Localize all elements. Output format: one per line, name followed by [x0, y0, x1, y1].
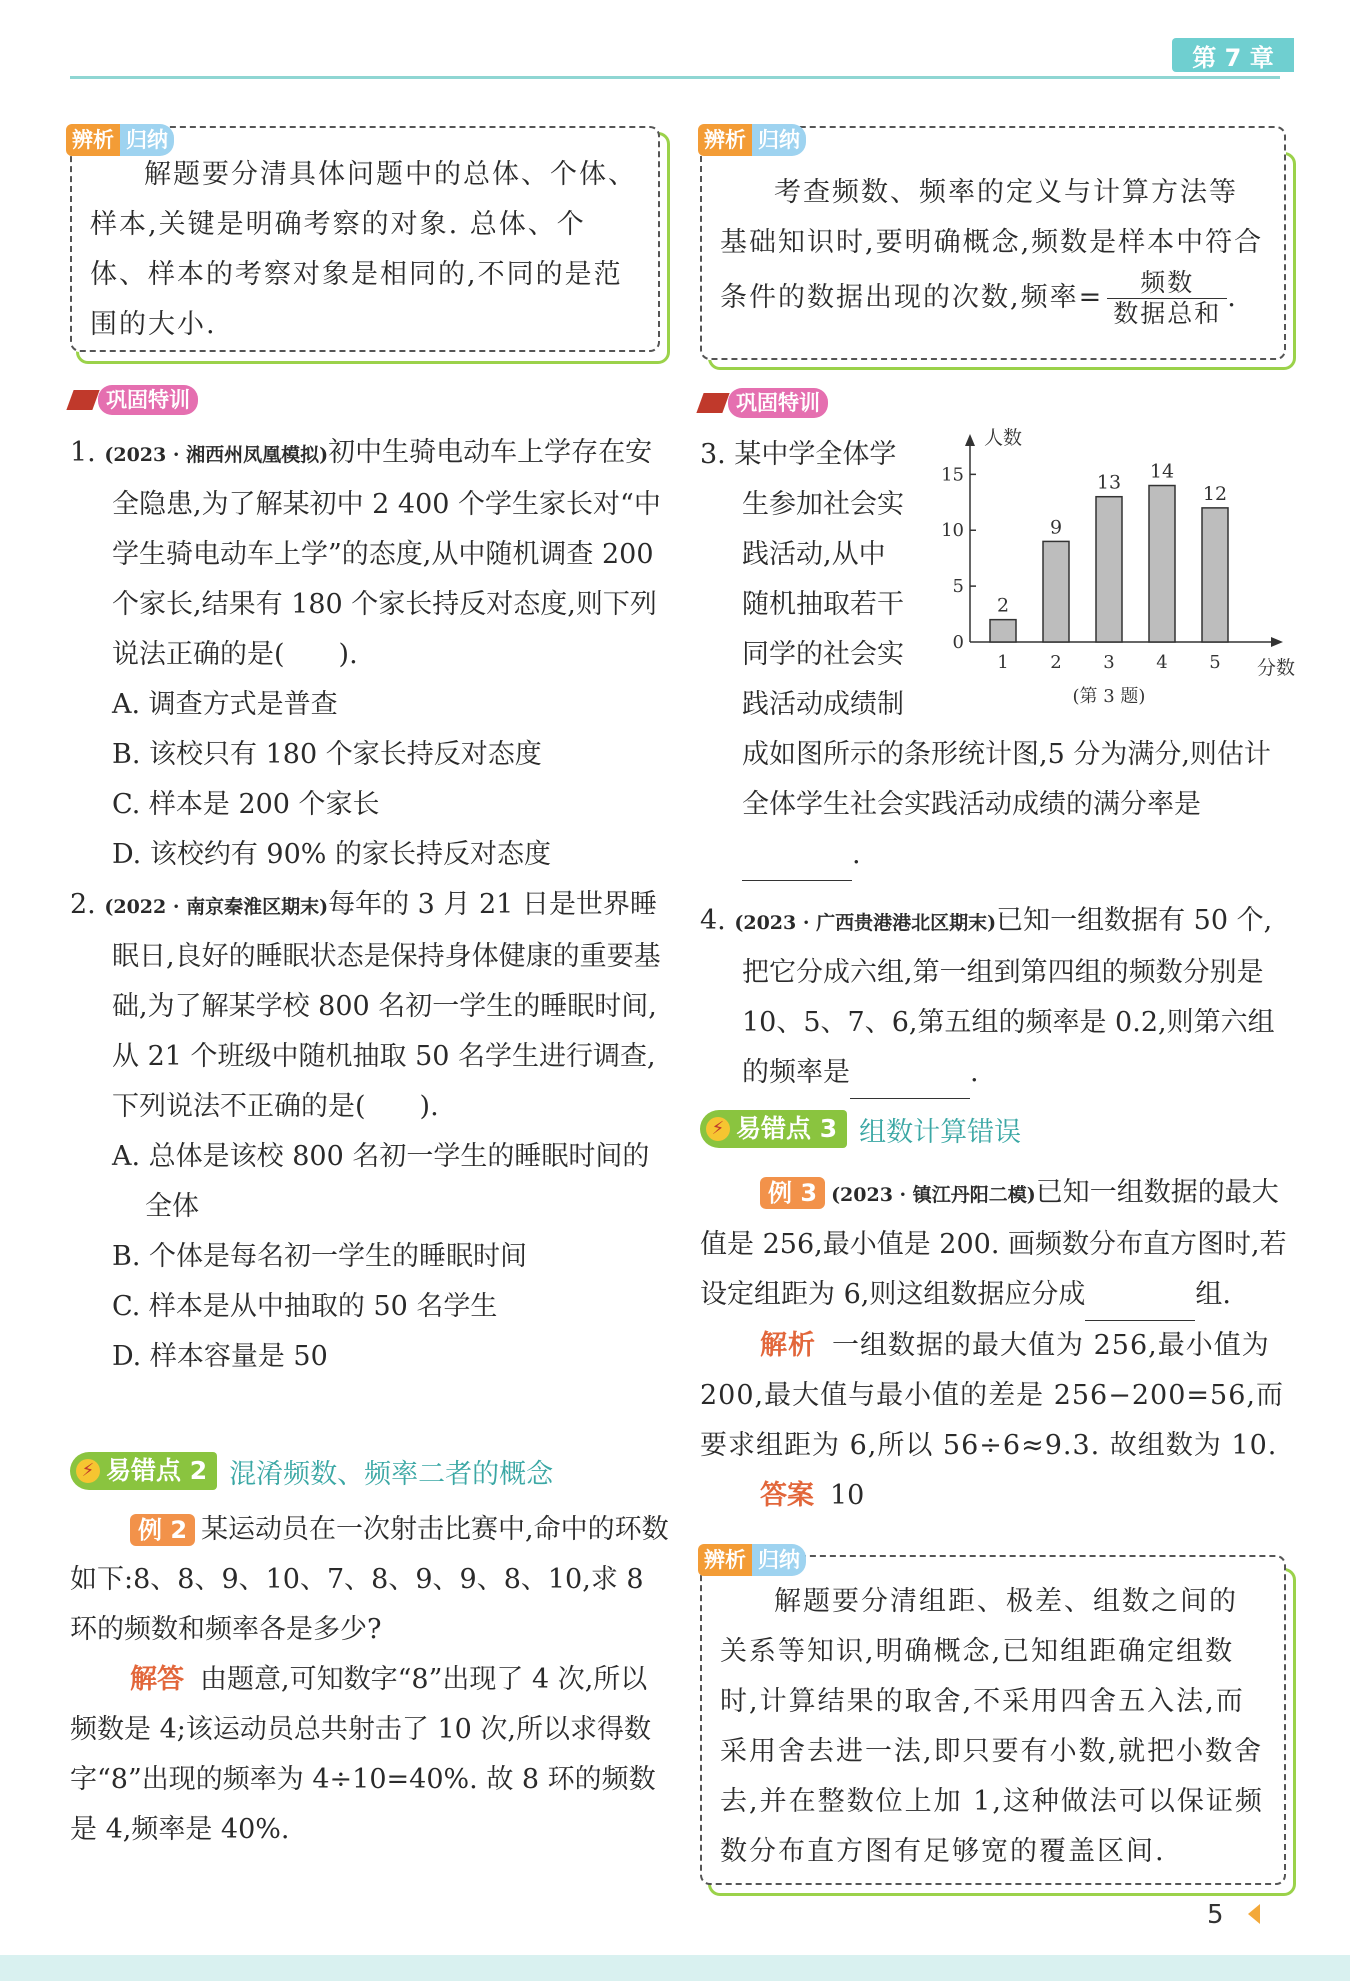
pitfall-2-title: 混淆频数、频率二者的概念: [229, 1458, 554, 1490]
example-3-label: 例 3: [760, 1177, 825, 1209]
fraction-numerator: 频数: [1107, 268, 1227, 299]
question-1-number: 1.: [70, 437, 96, 468]
question-3-line-5: 同学的社会实: [742, 639, 904, 670]
badge-guina-right-1: 归纳: [752, 124, 806, 156]
question-4: [700, 896, 1292, 1099]
example-3-stem-tail: 组.: [1195, 1279, 1231, 1310]
example-2-answer: [70, 1655, 670, 1855]
example-2-text: 某运动员在一次射击比赛中,命中的环数如下:8、8、9、10、7、8、9、9、8、10,求 8 环的频数和频率各是多少?: [70, 1514, 669, 1645]
practice-label: [70, 385, 198, 415]
example-2-answer-text: 由题意,可知数字“8”出现了 4 次,所以频数是 4;该运动员总共射击了 10 次,所以求得数字“8”出现的频率为 4÷10=40%. 故 8 环的频数是 4,频率是 40%.: [70, 1664, 656, 1845]
analysis-box-right-1-text: [702, 128, 1284, 335]
badge-bianxi-right-1: 辨析: [698, 124, 752, 156]
example-3-stem: [700, 1168, 1292, 1321]
example-3-answer: [700, 1471, 1292, 1521]
example-3: [700, 1168, 1292, 1521]
bar-value-label: 2: [996, 594, 1010, 617]
bar-value-label: 13: [1096, 471, 1122, 494]
question-2-option-c: C. 样本是从中抽取的 50 名学生: [112, 1291, 498, 1322]
y-axis-arrow: [965, 434, 975, 446]
question-3-wrap: [700, 430, 940, 730]
analysis-box-text: 解题要分清具体问题中的总体、个体、样本,关键是明确考察的对象. 总体、个体、样本的考察对象是相同的,不同的是范围的大小.: [90, 159, 637, 340]
example-2-stem: [70, 1505, 670, 1655]
question-3-number: 3.: [700, 439, 726, 470]
pitfall-3-tag: [700, 1110, 847, 1148]
bar-value-label: 12: [1202, 482, 1228, 505]
x-axis-label: 分数: [1257, 657, 1296, 679]
x-tick-label: 5: [1209, 652, 1221, 673]
question-3-line-4: 随机抽取若干: [742, 589, 904, 620]
practice-label-right: [700, 388, 828, 418]
pitfall-2-tag: [70, 1452, 217, 1490]
example-2-answer-label: 解答: [130, 1664, 184, 1695]
footer-band: [0, 1955, 1350, 1981]
pitfall-3-title: 组数计算错误: [859, 1116, 1022, 1148]
y-axis-label: 人数: [984, 427, 1023, 449]
example-3-analysis-text: 一组数据的最大值为 256,最小值为 200,最大值与最小值的差是 256−200=56,而要求组距为 6,所以 56÷6≈9.3. 故组数为 10.: [700, 1330, 1284, 1461]
page-marker-icon: [1248, 1904, 1260, 1924]
page-number: 5: [1207, 1900, 1224, 1930]
question-3-line-1: [700, 430, 940, 480]
question-2-option-d: D. 样本容量是 50: [112, 1341, 328, 1372]
question-1-text: 初中生骑电动车上学存在安全隐患,为了解某初中 2 400 个学生家长对“中学生骑电动车上学”的态度,从中随机调查 200 个家长,结果有 180 个家长持反对态度,则下列说法正确的是( ).: [112, 437, 661, 670]
bar: [1149, 486, 1175, 642]
question-1-option-b: B. 该校只有 180 个家长持反对态度: [112, 739, 542, 770]
question-3-rest-body: 成如图所示的条形统计图,5 分为满分,则估计全体学生社会实践活动成绩的满分率是: [742, 739, 1271, 820]
question-2-number: 2.: [70, 889, 96, 920]
bar-chart: [930, 427, 1296, 712]
question-3-rest: [700, 730, 1292, 881]
chapter-tag: 第 7 章: [1172, 38, 1294, 72]
question-2-source: (2022 · 南京秦淮区期末): [104, 896, 329, 918]
practice-label-text: 巩固特训: [98, 385, 198, 415]
question-2: [70, 880, 670, 1382]
question-3-tail: .: [852, 839, 861, 870]
chart-caption: (第 3 题): [1072, 686, 1146, 707]
bar: [990, 620, 1016, 642]
question-2-option-a: A. 总体是该校 800 名初一学生的睡眠时间的全体: [112, 1141, 650, 1222]
example-2: [70, 1505, 670, 1855]
example-3-analysis: [700, 1321, 1292, 1471]
example-3-text: 已知一组数据的最大值是 256,最小值是 200. 画频数分布直方图时,若设定组距为 6,则这组数据应分成: [700, 1177, 1287, 1310]
fraction-denominator: 数据总和: [1113, 299, 1222, 328]
bar-value-label: 14: [1149, 460, 1175, 483]
x-tick-label: 2: [1050, 652, 1062, 673]
bar-value-label: 9: [1049, 516, 1063, 539]
question-4-answer-blank[interactable]: [850, 1048, 970, 1099]
bar: [1202, 508, 1228, 642]
example-2-label: 例 2: [130, 1514, 195, 1546]
question-1-option-a: A. 调查方式是普查: [112, 689, 338, 720]
analysis-badge: [66, 124, 174, 156]
y-tick-label: 15: [941, 464, 964, 486]
question-3-line-2: 生参加社会实: [742, 489, 904, 520]
question-1-option-d: D. 该校约有 90% 的家长持反对态度: [112, 839, 552, 870]
badge-guina: 归纳: [120, 124, 174, 156]
x-axis-arrow: [1271, 637, 1283, 647]
question-4-source: (2023 · 广西贵港港北区期末): [734, 912, 997, 934]
x-tick-label: 3: [1103, 652, 1115, 673]
example-3-answer-text: 10: [830, 1480, 865, 1511]
question-2-option-b: B. 个体是每名初一学生的睡眠时间: [112, 1241, 528, 1272]
question-2-text: 每年的 3 月 21 日是世界睡眠日,良好的睡眠状态是保持身体健康的重要基础,为了解某学校 800 名初一学生的睡眠时间,从 21 个班级中随机抽取 50 名学生进行调查,下列说法不正确的是( ).: [112, 889, 661, 1122]
question-4-number: 4.: [700, 905, 726, 936]
bar: [1043, 541, 1069, 642]
y-tick-label: 0: [952, 632, 964, 653]
analysis-box-right-2-text: 解题要分清组距、极差、组数之间的关系等知识,明确概念,已知组距确定组数时,计算结果的取舍,不采用四舍五入法,而采用舍去进一法,即只要有小数,就把小数舍去,并在整数位上加 1,这种做法可以保证频数分布直方图有足够宽的覆盖区间.: [720, 1586, 1264, 1867]
analysis-box-right-1-tail: .: [1227, 282, 1238, 313]
pitfall-3-header: [700, 1110, 1021, 1148]
question-4-tail: .: [970, 1057, 979, 1088]
question-1-stem: [70, 428, 670, 680]
example-3-answer-label: 答案: [760, 1480, 814, 1511]
analysis-box: [70, 126, 660, 352]
question-3-rest-text: [700, 730, 1292, 881]
question-1-option-c: C. 样本是 200 个家长: [112, 789, 380, 820]
example-3-analysis-label: 解析: [760, 1330, 816, 1361]
question-3-answer-blank[interactable]: [742, 830, 852, 881]
analysis-badge-right-2: [698, 1544, 806, 1576]
analysis-box-right-1-body: 考查频数、频率的定义与计算方法等基础知识时,要明确概念,频数是样本中符合条件的数据出现的次数,频率=: [720, 177, 1264, 313]
question-3-line-6: 践活动成绩制: [742, 689, 904, 720]
question-4-text: 已知一组数据有 50 个,把它分成六组,第一组到第四组的频数分别是 10、5、7、6,第五组的频率是 0.2,则第六组的频率是: [742, 905, 1275, 1088]
analysis-box-right-2: [700, 1555, 1286, 1885]
practice-label-right-text: 巩固特训: [728, 388, 828, 418]
question-2-stem: [70, 880, 670, 1132]
example-3-answer-blank[interactable]: [1085, 1270, 1195, 1321]
question-1-source: (2023 · 湘西州凤凰模拟): [104, 444, 329, 466]
analysis-badge-right-1: [698, 124, 806, 156]
question-1: [70, 428, 670, 880]
pitfall-2-tag-text: 易错点 2: [106, 1456, 208, 1485]
badge-bianxi: 辨析: [66, 124, 120, 156]
question-3-line-1-text: 某中学全体学: [734, 439, 897, 470]
question-4-stem: [700, 896, 1292, 1099]
graduation-cap-icon: [696, 393, 729, 413]
pitfall-2-header: [70, 1452, 553, 1490]
analysis-box-right-1: [700, 126, 1286, 360]
y-tick-label: 10: [941, 520, 964, 542]
graduation-cap-icon: [66, 390, 99, 410]
bar: [1096, 497, 1122, 642]
badge-bianxi-right-2: 辨析: [698, 1544, 752, 1576]
header-rule: [70, 76, 1280, 79]
example-3-source: (2023 · 镇江丹阳二模): [831, 1184, 1036, 1206]
question-3-line-3: 践活动,从中: [742, 539, 886, 570]
x-tick-label: 4: [1156, 652, 1168, 673]
pitfall-3-tag-text: 易错点 3: [736, 1114, 838, 1143]
frequency-fraction: [1107, 268, 1227, 329]
x-tick-label: 1: [997, 652, 1009, 673]
lightning-icon: ⚡: [76, 1459, 100, 1483]
lightning-icon: ⚡: [706, 1117, 730, 1141]
badge-guina-right-2: 归纳: [752, 1544, 806, 1576]
y-tick-label: 5: [952, 576, 964, 598]
